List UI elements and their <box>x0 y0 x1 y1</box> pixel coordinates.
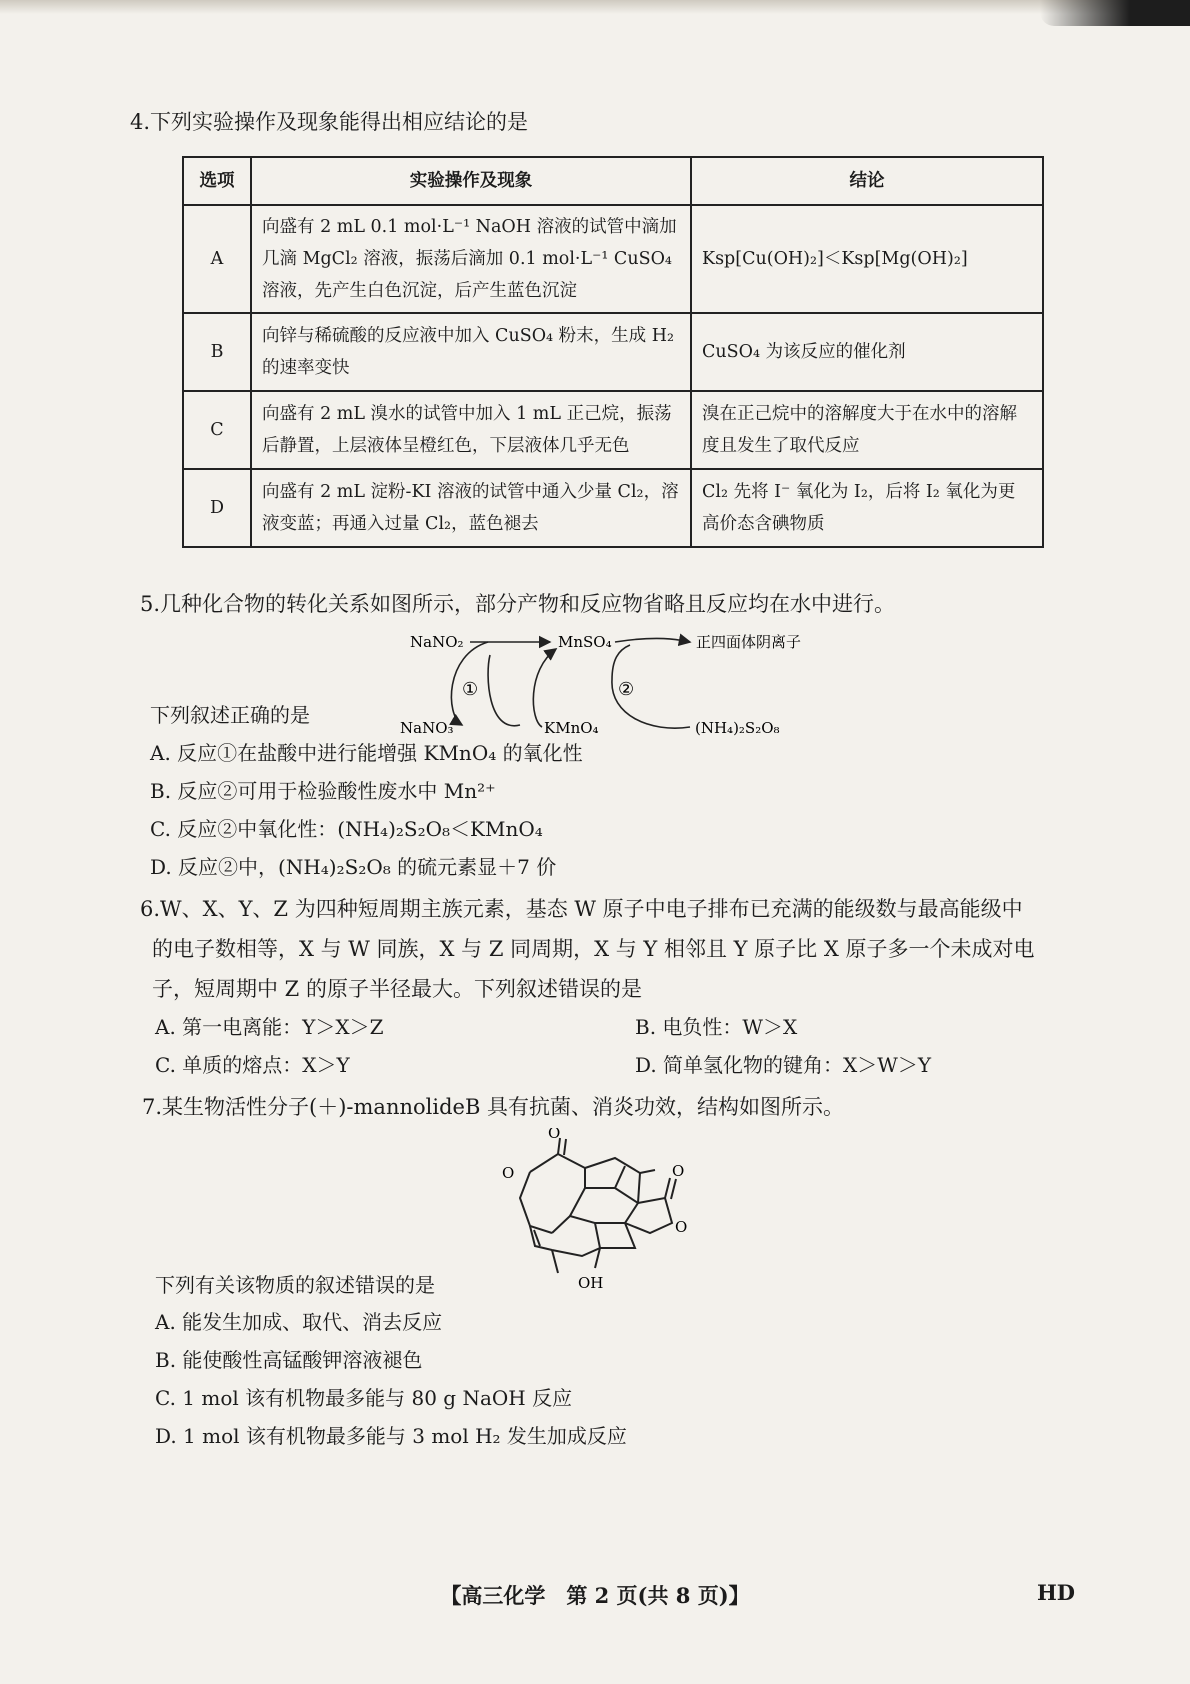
arc-left-outer <box>488 655 520 726</box>
table-row <box>183 205 1043 313</box>
table-row <box>183 313 1043 391</box>
q5-option-c: C. 反应②中氧化性：(NH₄)₂S₂O₈＜KMnO₄ <box>150 817 543 841</box>
q6-option-c: C. 单质的熔点：X＞Y <box>155 1053 350 1077</box>
page-top-edge <box>0 0 1190 14</box>
q5-option-b: B. 反应②可用于检验酸性废水中 Mn²⁺ <box>150 779 496 803</box>
q7-option-d: D. 1 mol 该有机物最多能与 3 mol H₂ 发生加成反应 <box>155 1424 627 1448</box>
q6-option-b: B. 电负性：W＞X <box>635 1015 798 1039</box>
row-conclusion: 溴在正己烷中的溶解度大于在水中的溶解度且发生了取代反应 <box>691 391 1043 469</box>
row-option: C <box>183 391 251 469</box>
atom-o-carbonyl-1: O <box>548 1128 561 1142</box>
row-option: B <box>183 313 251 391</box>
q5-reaction-diagram <box>390 625 850 740</box>
page-footer: 【高三化学 第 2 页(共 8 页)】 <box>440 1583 750 1608</box>
q7-molecule-structure <box>490 1128 720 1288</box>
q6-line-3: 子，短周期中 Z 的原子半径最大。下列叙述错误的是 <box>152 977 642 1001</box>
label-nano2: NaNO₂ <box>410 633 464 651</box>
atom-oh: OH <box>578 1274 604 1288</box>
q7-option-c: C. 1 mol 该有机物最多能与 80 g NaOH 反应 <box>155 1386 573 1410</box>
atom-o-carbonyl-2: O <box>672 1162 685 1180</box>
row-conclusion: Ksp[Cu(OH)₂]＜Ksp[Mg(OH)₂] <box>691 205 1043 313</box>
label-tetrahedral-anion: 正四面体阴离子 <box>696 633 802 651</box>
q5-stem: 5.几种化合物的转化关系如图所示，部分产物和反应物省略且反应均在水中进行。 <box>140 592 896 616</box>
q7-option-a: A. 能发生加成、取代、消去反应 <box>155 1310 443 1334</box>
row-conclusion: Cl₂ 先将 I⁻ 氧化为 I₂，后将 I₂ 氧化为更高价态含碘物质 <box>691 469 1043 547</box>
q6-option-d: D. 简单氢化物的键角：X＞W＞Y <box>635 1053 932 1077</box>
row-operation: 向锌与稀硫酸的反应液中加入 CuSO₄ 粉末，生成 H₂ 的速率变快 <box>251 313 691 391</box>
label-mnso4: MnSO₄ <box>558 633 612 651</box>
arc-right <box>615 638 690 642</box>
row-operation: 向盛有 2 mL 溴水的试管中加入 1 mL 正己烷，振荡后静置，上层液体呈橙红色，下层液体几乎无色 <box>251 391 691 469</box>
q7-option-b: B. 能使酸性高锰酸钾溶液褪色 <box>155 1348 423 1372</box>
arc-middle <box>533 649 556 727</box>
q7-question: 下列有关该物质的叙述错误的是 <box>155 1273 435 1297</box>
row-operation: 向盛有 2 mL 淀粉-KI 溶液的试管中通入少量 Cl₂，溶液变蓝；再通入过量 Cl₂，蓝色褪去 <box>251 469 691 547</box>
label-persulfate: (NH₄)₂S₂O₈ <box>695 719 780 737</box>
row-option: D <box>183 469 251 547</box>
row-conclusion: CuSO₄ 为该反应的催化剂 <box>691 313 1043 391</box>
header-conclusion: 结论 <box>691 157 1043 205</box>
atom-o-ring: O <box>502 1164 515 1182</box>
q6-line-1: 6.W、X、Y、Z 为四种短周期主族元素，基态 W 原子中电子排布已充满的能级数与最高能级中 <box>140 897 1023 921</box>
label-reaction-2: ② <box>618 679 635 700</box>
label-nano3: NaNO₃ <box>400 719 454 737</box>
header-option: 选项 <box>183 157 251 205</box>
table-row <box>183 391 1043 469</box>
q7-stem: 7.某生物活性分子(＋)-mannolideB 具有抗菌、消炎功效，结构如图所示。 <box>142 1095 845 1119</box>
q5-question: 下列叙述正确的是 <box>150 703 310 727</box>
q4-table <box>182 156 1044 548</box>
table-row <box>183 469 1043 547</box>
row-option: A <box>183 205 251 313</box>
header-operation: 实验操作及现象 <box>251 157 691 205</box>
table-header-row <box>183 157 1043 205</box>
q4-stem: 4.下列实验操作及现象能得出相应结论的是 <box>130 110 529 134</box>
row-operation: 向盛有 2 mL 0.1 mol·L⁻¹ NaOH 溶液的试管中滴加几滴 MgCl₂ 溶液，振荡后滴加 0.1 mol·L⁻¹ CuSO₄ 溶液，先产生白色沉淀，后产生蓝色沉淀 <box>251 205 691 313</box>
q5-option-a: A. 反应①在盐酸中进行能增强 KMnO₄ 的氧化性 <box>150 741 583 765</box>
q6-line-2: 的电子数相等，X 与 W 同族，X 与 Z 同周期，X 与 Y 相邻且 Y 原子比 X 原子多一个未成对电 <box>152 937 1035 961</box>
paper-code: HD <box>1036 1580 1075 1605</box>
atom-o-lactone: O <box>675 1218 688 1236</box>
label-kmno4: KMnO₄ <box>544 719 599 737</box>
label-reaction-1: ① <box>462 679 479 700</box>
q5-option-d: D. 反应②中，(NH₄)₂S₂O₈ 的硫元素显＋7 价 <box>150 855 557 879</box>
q6-option-a: A. 第一电离能：Y＞X＞Z <box>155 1015 384 1039</box>
scan-corner-shadow <box>1040 0 1190 26</box>
